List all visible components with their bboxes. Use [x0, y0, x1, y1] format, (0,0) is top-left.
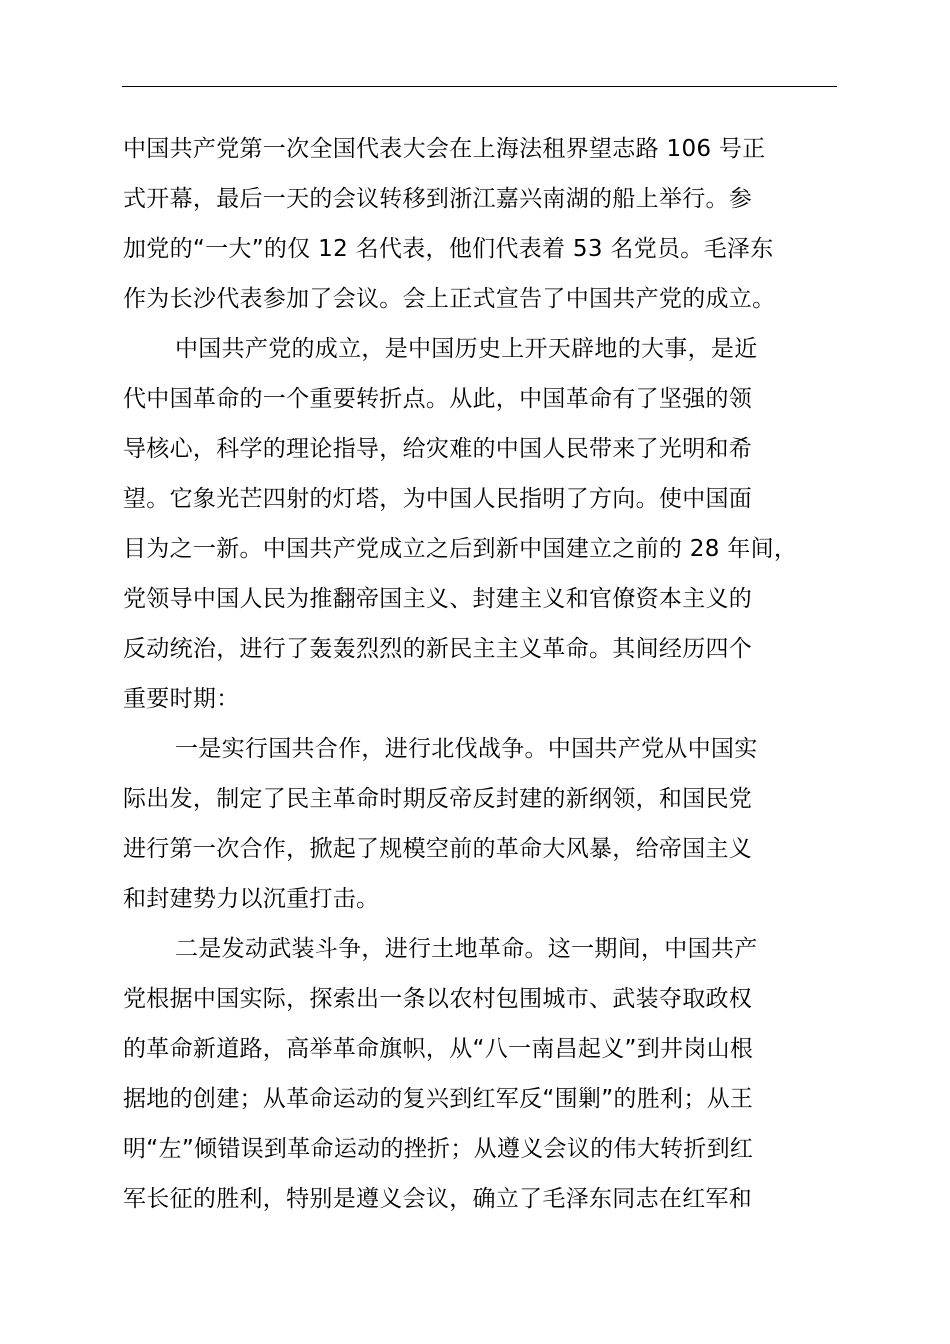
- text-line: 反动统治，进行了轰轰烈烈的新民主主义革命。其间经历四个: [123, 636, 753, 662]
- header-rule: [122, 86, 837, 87]
- text-line: 式开幕，最后一天的会议转移到浙江嘉兴南湖的船上举行。参: [123, 186, 753, 212]
- text-line: 和封建势力以沉重打击。: [123, 886, 380, 912]
- text-line: 军长征的胜利，特别是遵义会议，确立了毛泽东同志在红军和: [123, 1186, 753, 1212]
- text-line: 党根据中国实际，探索出一条以农村包围城市、武装夺取政权: [123, 986, 753, 1012]
- text-line: 的革命新道路，高举革命旗帜，从“八一南昌起义”到井岗山根: [123, 1036, 754, 1062]
- text-line: 重要时期：: [123, 686, 240, 712]
- text-line: 二是发动武装斗争，进行土地革命。这一期间，中国共产: [175, 936, 758, 962]
- text-line: 作为长沙代表参加了会议。会上正式宣告了中国共产党的成立。: [123, 286, 776, 312]
- text-line: 据地的创建；从革命运动的复兴到红军反“围剿”的胜利；从王: [123, 1086, 754, 1112]
- text-line: 加党的“一大”的仅 12 名代表，他们代表着 53 名党员。毛泽东: [123, 236, 774, 262]
- text-line: 明“左”倾错误到革命运动的挫折；从遵义会议的伟大转折到红: [123, 1136, 754, 1162]
- text-line: 目为之一新。中国共产党成立之后到新中国建立之前的 28 年间，: [123, 536, 798, 562]
- text-line: 望。它象光芒四射的灯塔，为中国人民指明了方向。使中国面: [123, 486, 753, 512]
- text-line: 际出发，制定了民主革命时期反帝反封建的新纲领，和国民党: [123, 786, 753, 812]
- text-line: 中国共产党第一次全国代表大会在上海法租界望志路 106 号正: [123, 136, 766, 162]
- text-line: 中国共产党的成立，是中国历史上开天辟地的大事，是近: [175, 336, 758, 362]
- text-line: 党领导中国人民为推翻帝国主义、封建主义和官僚资本主义的: [123, 586, 753, 612]
- text-line: 导核心，科学的理论指导，给灾难的中国人民带来了光明和希: [123, 436, 753, 462]
- text-line: 一是实行国共合作，进行北伐战争。中国共产党从中国实: [175, 736, 758, 762]
- text-line: 进行第一次合作，掀起了规模空前的革命大风暴，给帝国主义: [123, 836, 753, 862]
- body-text: [123, 124, 839, 1224]
- text-line: 代中国革命的一个重要转折点。从此，中国革命有了坚强的领: [123, 386, 753, 412]
